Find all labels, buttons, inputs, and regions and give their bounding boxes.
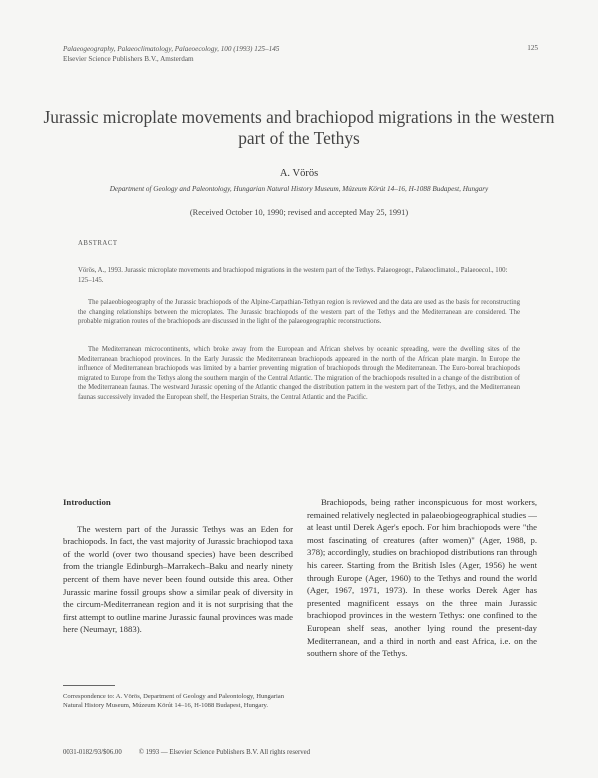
author-affiliation: Department of Geology and Paleontology, Hungarian Natural History Museum, Múzeum Körút 14–16, H-1088 Budapest, Hungary — [109, 185, 489, 193]
author-name: A. Vörös — [279, 168, 319, 179]
received-dates: (Received October 10, 1990; revised and accepted May 25, 1991) — [189, 208, 409, 217]
section-heading-introduction: Introduction — [63, 497, 111, 507]
left-column — [63, 496, 293, 636]
abstract-heading: ABSTRACT — [78, 240, 118, 247]
right-column: Brachiopods, being rather inconspicuous for most workers, remained relatively neglected in palaeobiogeographical studies — at least until Derek Ager's epoch. For him brachiopods were "the most fascinating of creatures (after women)" (Ager, 1988, p. 378); accordingly, studies on brachiopod distributions ran through his career. Starting from the British Isles (Ager, 1956) he went through Europe (Ager, 1960) to the Tethys and round the world (Ager, 1967, 1971, 1973). In these works Derek Ager has presented magnificent essays on the three main Jurassic brachiopod provinces in the western Tethys: one confined to the European shelf seas, another lying round the present-day Mediterranean, and a third in north and east Africa, i.e. on the southern shore of the Tethys. — [307, 497, 537, 659]
abstract-paragraph-2: The Mediterranean microcontinents, which broke away from the European and African shelves by oceanic spreading, were the dwelling sites of the Mediterranean brachiopod provinces. In the Early Jurassic the Mediterranean brachiopods appeared in the north of the African plate margin. In Europe the influence of Mediterranean brachiopods was limited by a barrier preventing migration of brachiopods through the Mediterranean. The Euro-boreal brachiopods migrated to Europe from the Tethys along the southern margin of the Central Atlantic. The migration of the brachiopods resulted in a change of the distribution of the Mediterranean faunas. The westward Jurassic opening of the Atlantic changed the distribution pattern in the western part of the Tethys, and the Mediterranean faunas successively invaded the European shelf, the Hesperian Straits, the Central Atlantic and the Pacific. — [78, 346, 520, 401]
abstract-paragraph-1: The palaeobiogeography of the Jurassic brachiopods of the Alpine-Carpathian-Tethyan region is reviewed and the data are used as the basis for reconstructing the changing relationships between the microplates. The Jurassic brachiopods of the western part of the Tethys and the Mediterranean are considered. The probable migration routes of the brachiopods are discussed in the light of the palaeogeographic reconstructions. — [78, 299, 520, 326]
page-number: 125 — [527, 44, 538, 52]
abstract-reference: Vörös, A., 1993. Jurassic microplate movements and brachiopod migrations in the western part of the Tethys. Palaeogeogr., Palaeoclimatol., Palaeoecol., 100: 125–145. — [78, 267, 508, 284]
journal-citation: Palaeogeography, Palaeoclimatology, Palaeoecology, 100 (1993) 125–145 — [63, 45, 280, 53]
correspondence-note: Correspondence to: A. Vörös, Department of Geology and Paleontology, Hungarian Natural History Museum, Múzeum Körút 14–16, H-1088 Budapest, Hungary. — [63, 693, 285, 709]
paper-title: Jurassic microplate movements and brachiopod migrations in the western part of the Tethys — [43, 107, 555, 148]
intro-paragraph-1: The western part of the Jurassic Tethys was an Eden for brachiopods. In fact, the vast majority of Jurassic brachiopod taxa of the world (over two thousand species) have been described from the triangle Edinburgh–Marrakech–Baku and nearly ninety percent of them have never been found outside this area. Other Jurassic marine fossil groups show a similar peak of diversity in the circum-Mediterranean region and it is not surprising that the first attempt to outline marine Jurassic faunal provinces was made here (Neumayr, 1883). — [63, 523, 293, 635]
publisher-line: Elsevier Science Publishers B.V., Amsterdam — [63, 55, 194, 63]
footnote-rule — [63, 685, 115, 686]
copyright-footer: 0031-0182/93/$06.00 © 1993 — Elsevier Science Publishers B.V. All rights reserved — [63, 749, 311, 756]
